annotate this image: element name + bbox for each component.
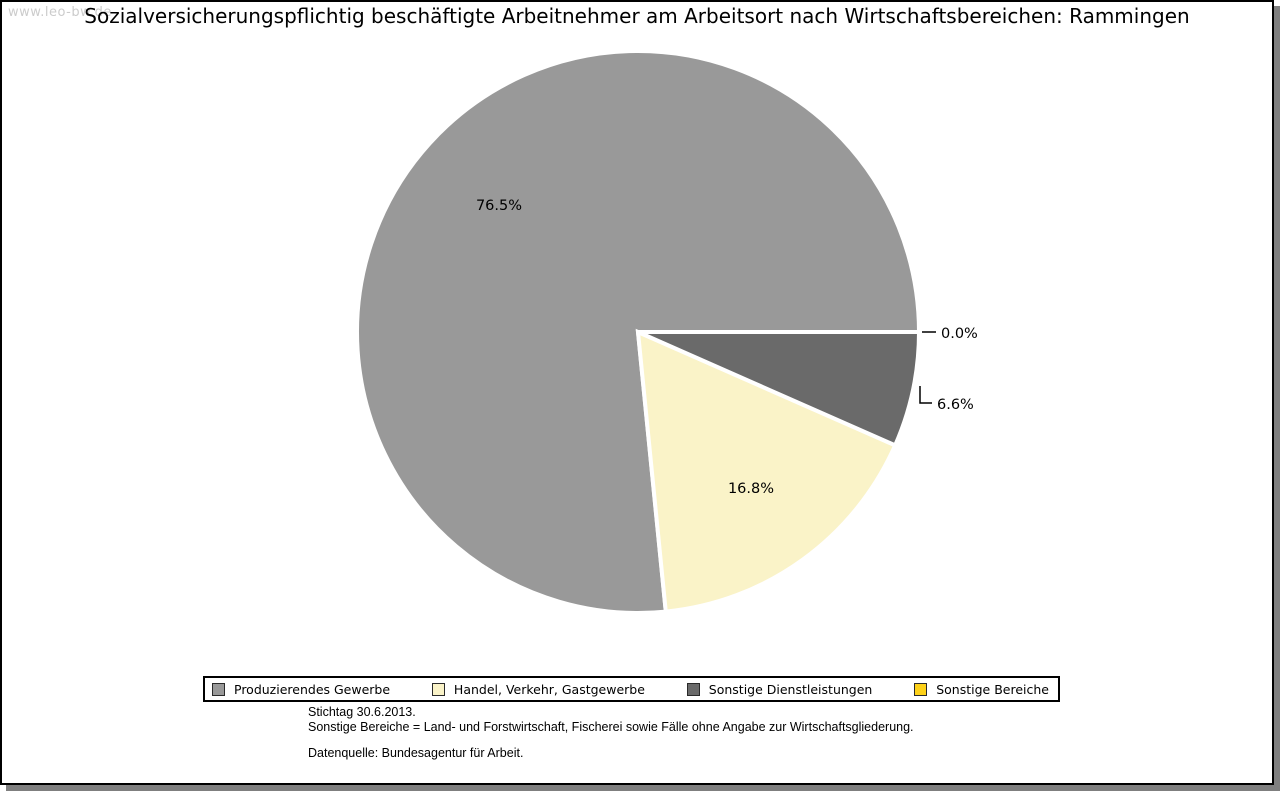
legend-swatch-icon <box>432 683 445 696</box>
legend-item-produzierendes-gewerbe <box>212 682 390 697</box>
pie-chart-canvas <box>2 2 1272 783</box>
leader-line-sonstige-dienstleistungen <box>920 386 932 403</box>
pie-label-sonstige-dienstleistungen: 6.6% <box>937 397 974 413</box>
chart-legend <box>203 676 1060 702</box>
pie-label-sonstige-bereiche: 0.0% <box>941 326 978 342</box>
footer-definition: Sonstige Bereiche = Land- und Forstwirtschaft, Fischerei sowie Fälle ohne Angabe zur Wirtschaftsgliederung. <box>308 720 914 734</box>
pie-label-produzierendes-gewerbe: 76.5% <box>475 198 523 214</box>
chart-title: Sozialversicherungspflichtig beschäftigte Arbeitnehmer am Arbeitsort nach Wirtschaftsbereichen: Rammingen <box>84 4 1190 28</box>
legend-swatch-icon <box>687 683 700 696</box>
legend-label: Produzierendes Gewerbe <box>234 681 391 697</box>
pie-slices-group <box>357 51 919 613</box>
watermark: www.leo-bw.de <box>8 5 112 20</box>
footer-datenquelle: Datenquelle: Bundesagentur für Arbeit. <box>308 746 524 760</box>
legend-item-handel-verkehr-gastgewerbe <box>432 682 645 697</box>
legend-label: Sonstige Bereiche <box>936 681 1049 697</box>
legend-item-sonstige-dienstleistungen <box>687 682 873 697</box>
footer-stichtag: Stichtag 30.6.2013. <box>308 705 416 719</box>
legend-label: Sonstige Dienstleistungen <box>708 681 873 697</box>
pie-label-handel-verkehr-gastgewerbe: 16.8% <box>727 481 775 497</box>
legend-swatch-icon <box>914 683 927 696</box>
footer-notes <box>308 705 914 761</box>
legend-item-sonstige-bereiche <box>914 682 1049 697</box>
legend-label: Handel, Verkehr, Gastgewerbe <box>453 681 645 697</box>
footer-spacer <box>308 735 914 746</box>
legend-swatch-icon <box>212 683 225 696</box>
